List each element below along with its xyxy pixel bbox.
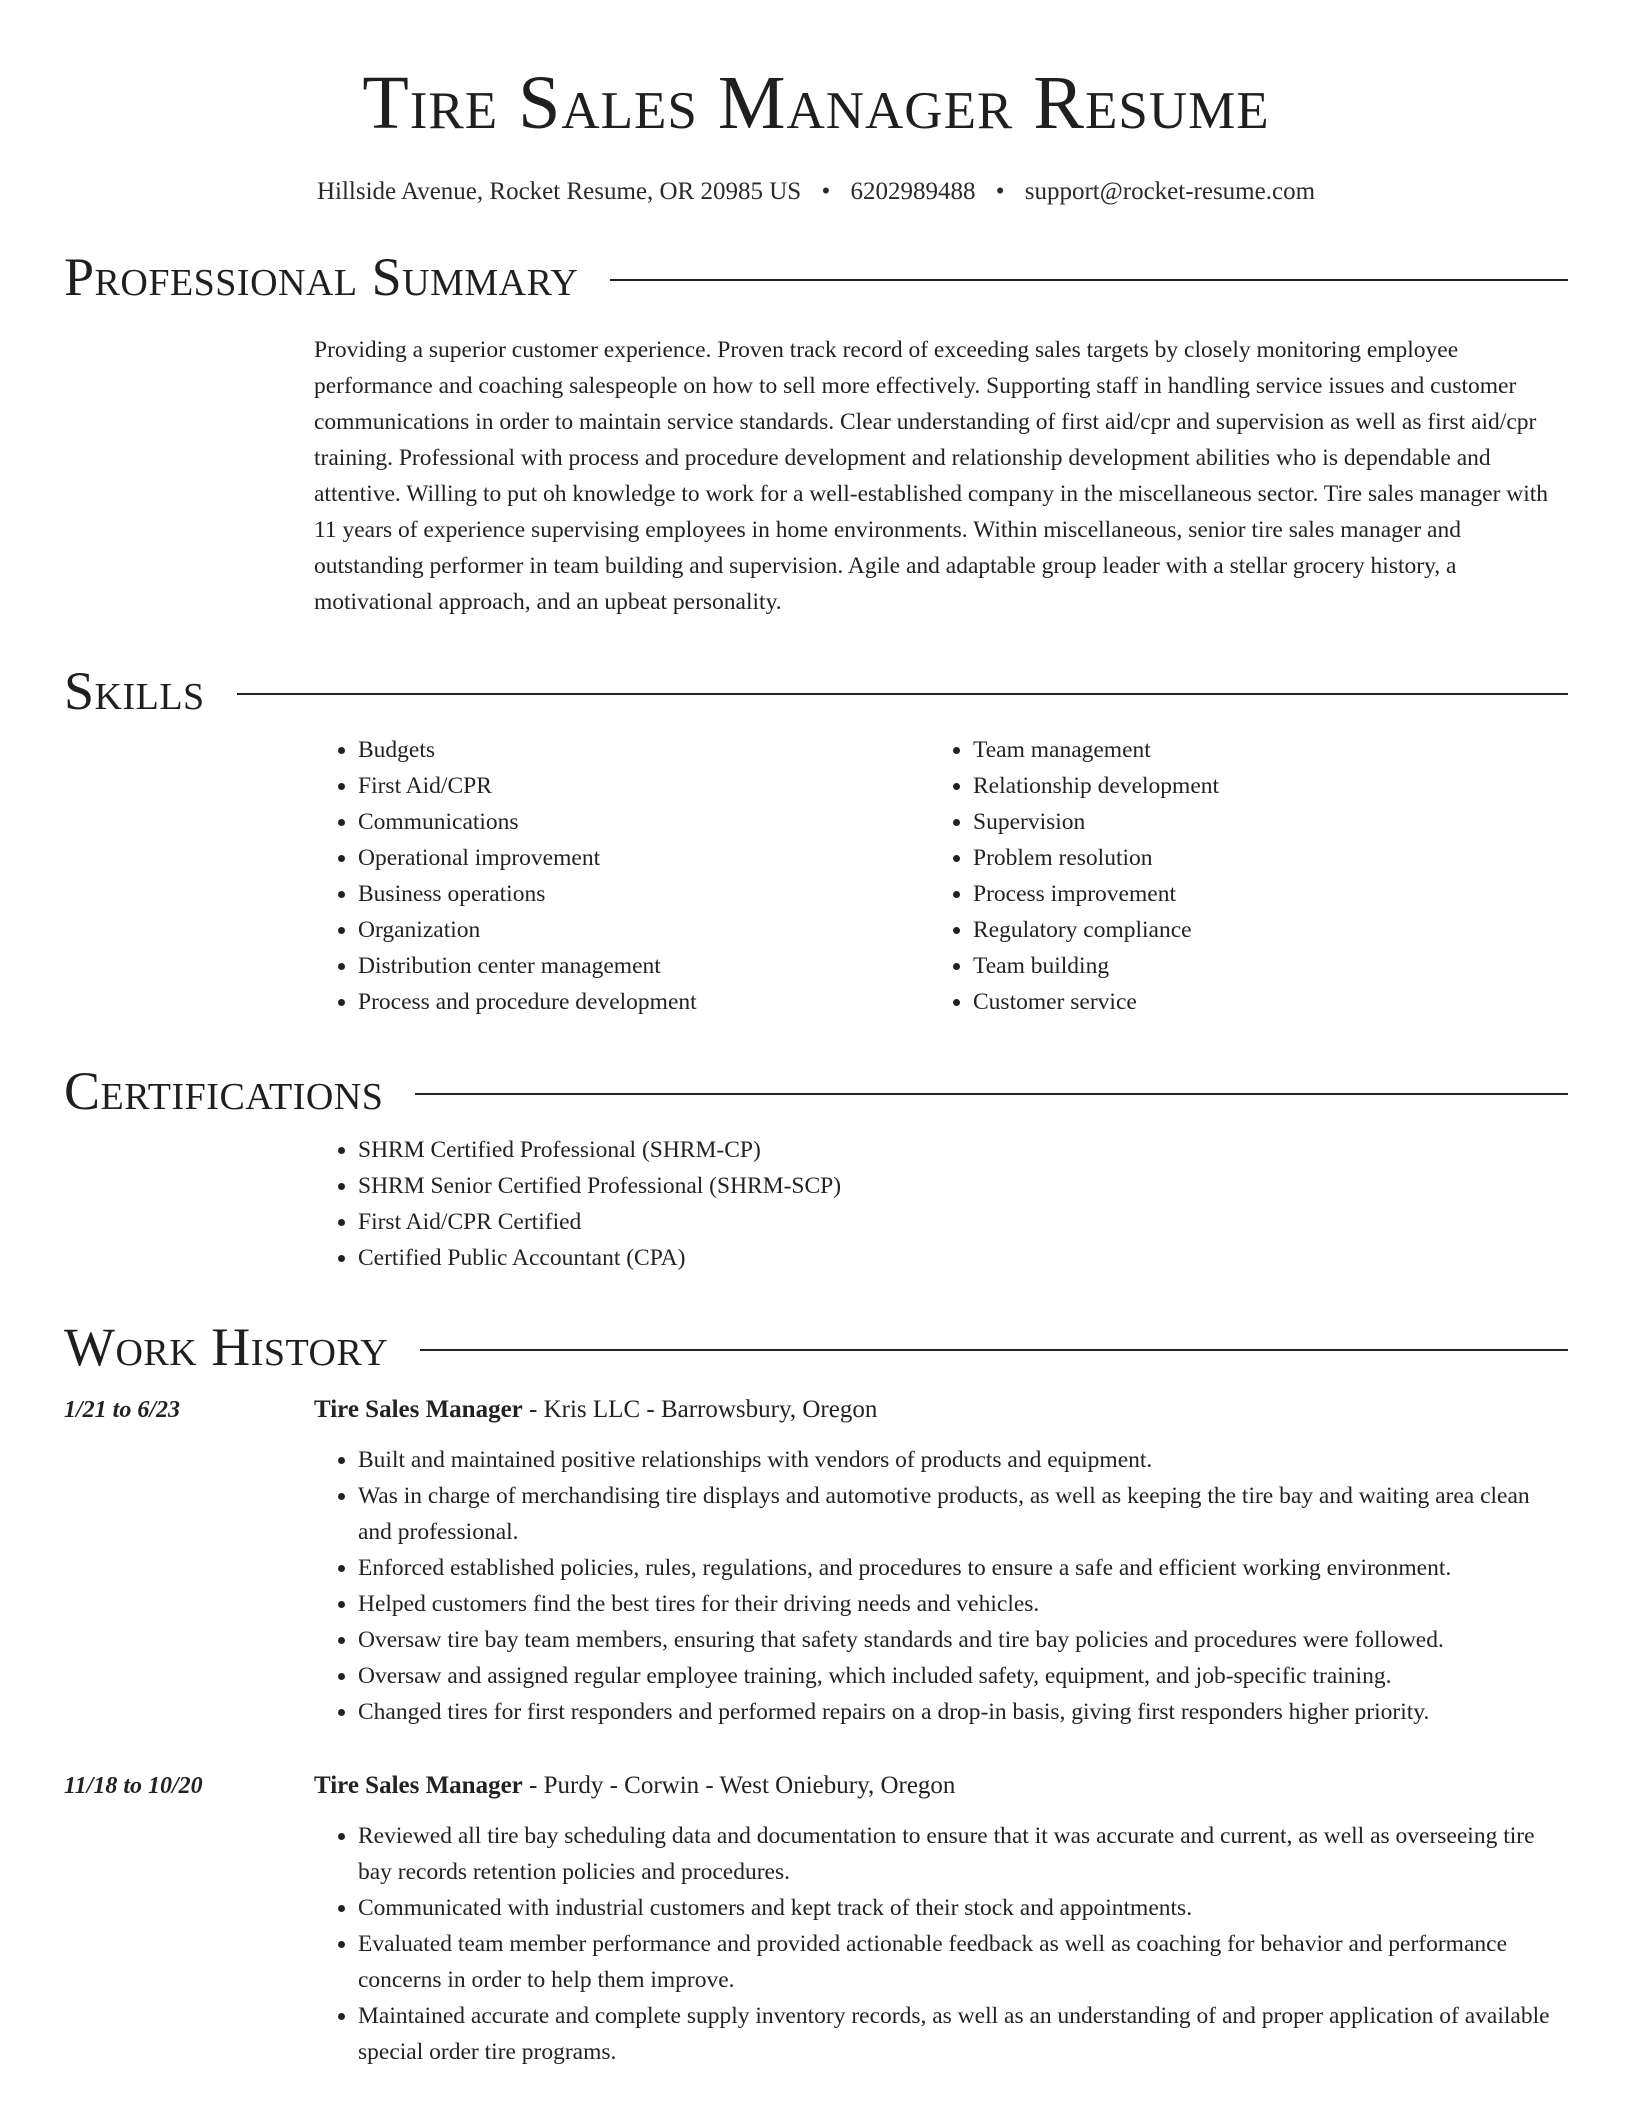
section-divider (415, 1093, 1568, 1095)
work-history-heading: Work History (64, 1316, 389, 1377)
certification-item: • SHRM Certified Professional (SHRM-CP) (358, 1132, 1568, 1168)
section-divider (237, 693, 1568, 695)
contact-phone: 6202989488 (850, 177, 976, 205)
skill-item: • Distribution center management (358, 948, 929, 984)
skills-list-left (314, 732, 929, 1020)
section-divider (420, 1349, 1568, 1351)
skill-item: • Communications (358, 804, 929, 840)
certifications-block (314, 1132, 1568, 1276)
job-role: Tire Sales Manager (314, 1395, 523, 1423)
skills-heading: Skills (64, 660, 205, 721)
skill-item: • First Aid/CPR (358, 768, 929, 804)
job-dates: 11/18 to 10/20 (64, 1772, 203, 1799)
skill-item: • Process and procedure development (358, 984, 929, 1020)
job-bullet: • Oversaw tire bay team members, ensuring that safety standards and tire bay policies and procedures were followed. (358, 1622, 1568, 1658)
certifications-heading: Certifications (64, 1060, 384, 1121)
contact-separator: • (995, 177, 1005, 205)
job-bullets (314, 1442, 1568, 1730)
contact-address: Hillside Avenue, Rocket Resume, OR 20985 US (316, 177, 802, 205)
skill-item: • Supervision (973, 804, 1544, 840)
job-bullet: • Communicated with industrial customers and kept track of their stock and appointments. (358, 1890, 1568, 1926)
resume-title: Tire Sales Manager Resume (362, 61, 1270, 145)
skills-column-right (929, 732, 1544, 1020)
contact-email: support@rocket-resume.com (1024, 177, 1316, 205)
certifications-list (314, 1132, 1568, 1276)
job-bullet: • Enforced established policies, rules, regulations, and procedures to ensure a safe and efficient working environment. (358, 1550, 1568, 1586)
job-bullet: • Helped customers find the best tires for their driving needs and vehicles. (358, 1586, 1568, 1622)
job-bullet: • Evaluated team member performance and provided actionable feedback as well as coaching for behavior and performance concerns in order to help them improve. (358, 1926, 1568, 1998)
job-body (314, 1392, 1568, 1730)
summary-text: Providing a superior customer experience. Proven track record of exceeding sales targets by closely monitoring employee performance and coaching salespeople on how to sell more effectively. Supporting staff in handling service issues and customer communications in order to maintain service standards. Clear understanding of first aid/cpr and supervision as well as first aid/cpr training. Professional with process and procedure development and relationship development abilities who is dependable and attentive. Willing to put oh knowledge to work for a well-established company in the miscellaneous sector. Tire sales manager with 11 years of experience supervising employees in home environments. Within miscellaneous, senior tire sales manager and outstanding performer in team building and supervision. Agile and adaptable group leader with a stellar grocery history, a motivational approach, and an upbeat personality. (314, 336, 1549, 615)
certification-item: • Certified Public Accountant (CPA) (358, 1240, 1568, 1276)
job-body (314, 1768, 1568, 2070)
job-bullet: • Reviewed all tire bay scheduling data and documentation to ensure that it was accurate and current, as well as overseeing tire bay records retention policies and procedures. (358, 1818, 1568, 1890)
job-bullets (314, 1818, 1568, 2070)
skill-item: • Problem resolution (973, 840, 1544, 876)
skill-item: • Business operations (358, 876, 929, 912)
certifications-section-header (64, 1060, 1568, 1121)
job-entry (64, 1768, 1568, 2070)
job-role: Tire Sales Manager (314, 1771, 523, 1799)
skills-grid (314, 732, 1568, 1020)
skill-item: • Customer service (973, 984, 1544, 1020)
skill-item: • Regulatory compliance (973, 912, 1544, 948)
job-bullet: • Built and maintained positive relationships with vendors of products and equipment. (358, 1442, 1568, 1478)
contact-line (64, 178, 1568, 206)
certification-item: • First Aid/CPR Certified (358, 1204, 1568, 1240)
job-details: - Purdy - Corwin - West Oniebury, Oregon (522, 1771, 956, 1799)
summary-section-header (64, 246, 1568, 307)
skills-section-header (64, 660, 1568, 721)
job-details: - Kris LLC - Barrowsbury, Oregon (522, 1395, 878, 1423)
skill-item: • Organization (358, 912, 929, 948)
job-bullet: • Oversaw and assigned regular employee training, which included safety, equipment, and job-specific training. (358, 1658, 1568, 1694)
job-entry (64, 1392, 1568, 1730)
job-bullet: • Changed tires for first responders and performed repairs on a drop-in basis, giving first responders higher priority. (358, 1694, 1568, 1730)
job-headline (314, 1392, 1568, 1428)
section-divider (610, 279, 1568, 281)
skill-item: • Operational improvement (358, 840, 929, 876)
summary-heading: Professional Summary (64, 246, 579, 307)
work-history-section-header (64, 1316, 1568, 1377)
skills-list-right (929, 732, 1544, 1020)
skill-item: • Process improvement (973, 876, 1544, 912)
job-headline (314, 1768, 1568, 1804)
certification-item: • SHRM Senior Certified Professional (SHRM-SCP) (358, 1168, 1568, 1204)
skill-item: • Relationship development (973, 768, 1544, 804)
skill-item: • Team management (973, 732, 1544, 768)
skill-item: • Budgets (358, 732, 929, 768)
job-dates: 1/21 to 6/23 (64, 1396, 181, 1423)
skills-column-left (314, 732, 929, 1020)
job-bullet: • Was in charge of merchandising tire displays and automotive products, as well as keeping the tire bay and waiting area clean and professional. (358, 1478, 1568, 1550)
skill-item: • Team building (973, 948, 1544, 984)
contact-separator: • (821, 177, 831, 205)
job-bullet: • Maintained accurate and complete supply inventory records, as well as an understanding of and proper application of available special order tire programs. (358, 1998, 1568, 2070)
